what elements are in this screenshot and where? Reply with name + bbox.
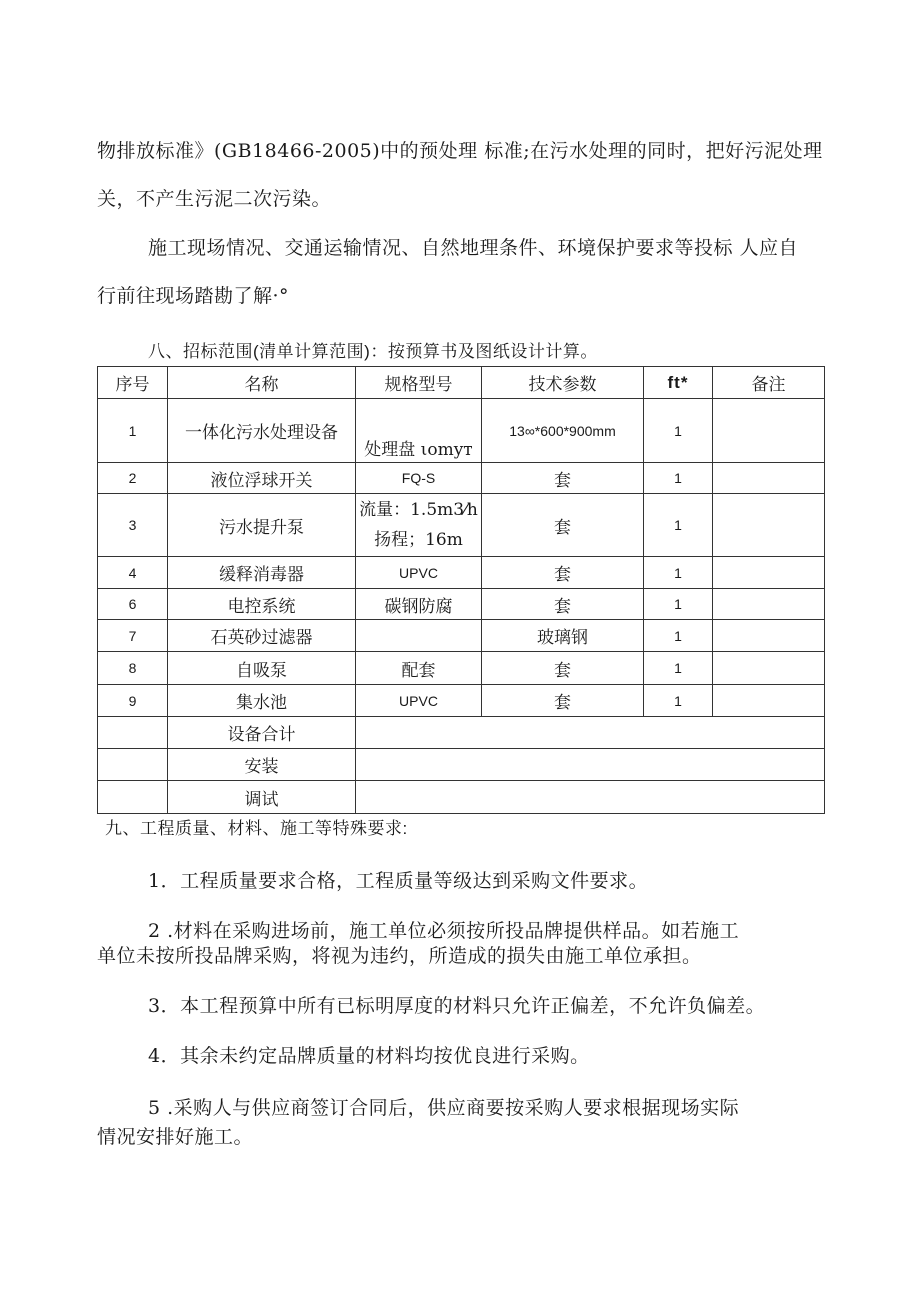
row-qty: 1 [644, 685, 713, 717]
row-qty: 1 [644, 557, 713, 589]
requirement-item-5: 5 .采购人与供应商签订合同后，供应商要按采购人要求根据现场实际 [148, 1097, 740, 1119]
summary-label: 安装 [168, 749, 356, 781]
header-cell: 序号 [98, 367, 168, 399]
row-name: 石英砂过滤器 [168, 620, 356, 652]
row-spec [356, 399, 482, 463]
row-name: 缓释消毒器 [168, 557, 356, 589]
row-name: 一体化污水处理设备 [168, 399, 356, 463]
row-param: 玻璃钢 [482, 620, 644, 652]
row-spec: 配套 [356, 652, 482, 685]
header-cell: 规格型号 [356, 367, 482, 399]
row-spec-line: 扬程；16m [374, 530, 463, 550]
row-note [713, 589, 825, 620]
row-qty: 1 [644, 589, 713, 620]
row-qty: 1 [644, 620, 713, 652]
row-spec: 碳钢防腐 [356, 589, 482, 620]
row-name: 集水池 [168, 685, 356, 717]
table-row [98, 620, 825, 652]
row-param: 套 [482, 557, 644, 589]
intro-line-2: 关，不产生污泥二次污染。 [97, 188, 332, 210]
row-number: 6 [98, 589, 168, 620]
table-row [98, 685, 825, 717]
intro-line-4: 行前往现场踏勘了解·° [97, 285, 290, 307]
header-cell: 名称 [168, 367, 356, 399]
table-header-row [98, 367, 825, 399]
summary-row [98, 717, 825, 749]
row-number: 2 [98, 463, 168, 494]
section-9-heading: 九、工程质量、材料、施工等特殊要求: [105, 819, 408, 838]
summary-row [98, 749, 825, 781]
row-param: 套 [482, 685, 644, 717]
row-param: 套 [482, 652, 644, 685]
row-name: 污水提升泵 [168, 494, 356, 557]
row-number: 9 [98, 685, 168, 717]
row-number: 8 [98, 652, 168, 685]
row-number: 1 [98, 399, 168, 463]
summary-row [98, 781, 825, 814]
intro-line-3: 施工现场情况、交通运输情况、自然地理条件、环境保护要求等投标 人应自 [148, 237, 799, 259]
table-row [98, 494, 825, 557]
row-spec-text: 处理盘 ιomyт [364, 440, 473, 460]
summary-value [356, 749, 825, 781]
row-param: 套 [482, 463, 644, 494]
summary-blank [98, 749, 168, 781]
requirement-item-2-cont: 单位未按所投品牌采购，将视为违约，所造成的损失由施工单位承担。 [97, 945, 702, 967]
section-8-heading: 八、招标范围(清单计算范围)：按预算书及图纸设计计算。 [148, 342, 598, 361]
header-cell: 技术参数 [482, 367, 644, 399]
table-row [98, 463, 825, 494]
summary-blank [98, 781, 168, 814]
requirement-item-1: 1．工程质量要求合格，工程质量等级达到采购文件要求。 [148, 870, 649, 892]
summary-value [356, 717, 825, 749]
row-spec: UPVC [356, 685, 482, 717]
row-number: 7 [98, 620, 168, 652]
row-note [713, 557, 825, 589]
summary-value [356, 781, 825, 814]
row-spec: UPVC [356, 557, 482, 589]
table-row [98, 399, 825, 463]
row-qty: 1 [644, 652, 713, 685]
row-note [713, 652, 825, 685]
row-note [713, 494, 825, 557]
row-spec: FQ-S [356, 463, 482, 494]
table-row [98, 589, 825, 620]
row-param: 套 [482, 589, 644, 620]
header-cell: ft* [644, 367, 713, 399]
row-note [713, 399, 825, 463]
requirement-item-4: 4．其余未约定品牌质量的材料均按优良进行采购。 [148, 1045, 590, 1067]
equipment-table [97, 366, 825, 814]
row-number: 4 [98, 557, 168, 589]
row-name: 电控系统 [168, 589, 356, 620]
requirement-item-2: 2 .材料在采购进场前，施工单位必须按所投品牌提供样品。如若施工 [148, 920, 740, 942]
row-spec [356, 494, 482, 557]
row-spec-line: 流量：1.5m3⁄h [359, 500, 478, 520]
row-param: 13∞*600*900mm [482, 399, 644, 463]
row-number: 3 [98, 494, 168, 557]
table-row [98, 557, 825, 589]
table-row [98, 652, 825, 685]
row-qty: 1 [644, 494, 713, 557]
row-note [713, 620, 825, 652]
row-name: 液位浮球开关 [168, 463, 356, 494]
row-qty: 1 [644, 463, 713, 494]
requirement-item-5-cont: 情况安排好施工。 [97, 1126, 254, 1148]
intro-line-1: 物排放标准》(GB18466-2005)中的预处理 标准;在污水处理的同时，把好污泥处理 [97, 140, 823, 162]
row-name: 自吸泵 [168, 652, 356, 685]
row-note [713, 685, 825, 717]
summary-label: 设备合计 [168, 717, 356, 749]
requirement-item-3: 3．本工程预算中所有已标明厚度的材料只允许正偏差，不允许负偏差。 [148, 995, 766, 1017]
row-spec [356, 620, 482, 652]
row-param: 套 [482, 494, 644, 557]
row-qty: 1 [644, 399, 713, 463]
summary-blank [98, 717, 168, 749]
row-note [713, 463, 825, 494]
header-cell: 备注 [713, 367, 825, 399]
summary-label: 调试 [168, 781, 356, 814]
